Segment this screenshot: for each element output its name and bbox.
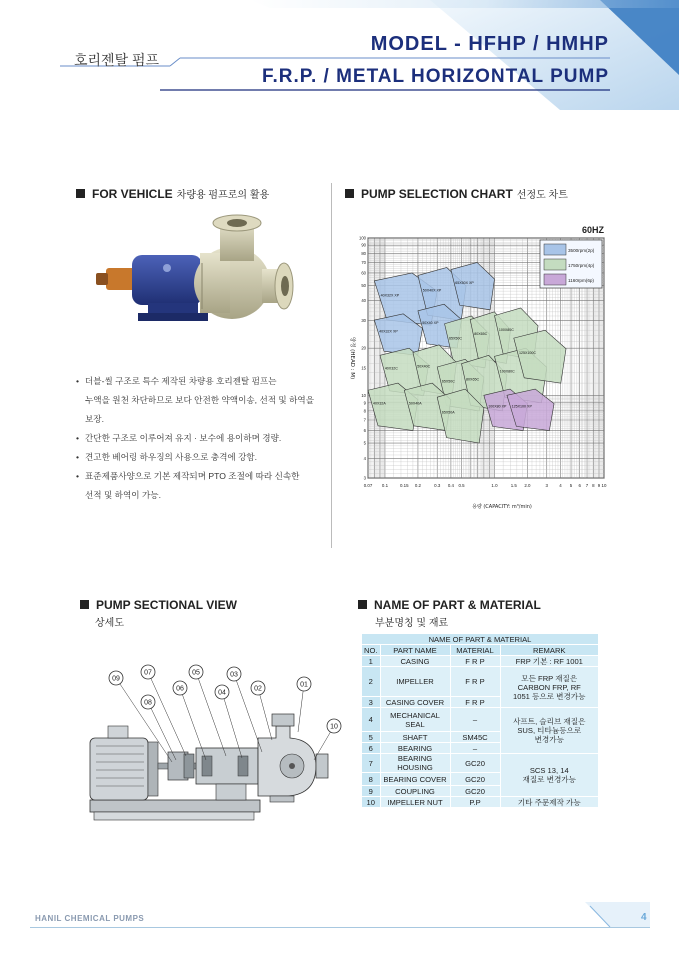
cell-material: SM45C <box>450 732 500 743</box>
legend-entry: 3500rpm(2p) <box>568 248 595 253</box>
legend-swatch <box>544 259 566 270</box>
y-tick-label: 6 <box>363 428 366 434</box>
frequency-label: 60HZ <box>581 225 604 235</box>
x-tick-label: 1.5 <box>510 483 517 488</box>
cell-part-name: CASING <box>380 656 450 667</box>
region-label: 65X50C <box>449 336 463 341</box>
x-tick-label: 1.0 <box>491 483 498 488</box>
cell-part-name: IMPELLER NUT <box>380 797 450 808</box>
x-tick-label: 0.07 <box>363 483 373 488</box>
square-bullet-icon <box>80 600 89 609</box>
x-tick-label: 0.2 <box>414 483 421 488</box>
footer-line <box>30 927 650 928</box>
y-tick-label: 20 <box>361 345 366 351</box>
cell-part-name: COUPLING <box>380 786 450 797</box>
x-tick-label: 6 <box>578 483 581 488</box>
region-label: 65X50A <box>441 410 455 415</box>
footer-company: HANIL CHEMICAL PUMPS <box>35 914 145 923</box>
cell-material: GC20 <box>450 773 500 786</box>
selection-title-kor: 선정도 차트 <box>516 190 568 201</box>
region-label: 125X100C <box>518 351 536 356</box>
header-no: NO. <box>362 645 381 656</box>
y-tick-label: 100 <box>359 235 366 241</box>
y-axis-label: 양정 (HEAD : M) <box>349 336 355 380</box>
region-label: 65X50X XP <box>455 280 474 285</box>
region-label: 80X65C <box>466 377 480 382</box>
y-tick-label: 60 <box>361 270 366 276</box>
region-label: 100X80C <box>499 369 515 374</box>
header-material: MATERIAL <box>450 645 500 656</box>
y-tick-label: 50 <box>361 282 366 288</box>
callout-number: 10 <box>330 723 338 731</box>
cell-remark: 모든 FRP 재질은 CARBON FRP, RF 1051 등으로 변경가능 <box>500 667 598 708</box>
callout-number: 06 <box>176 685 184 693</box>
region-label: 40X32C <box>384 366 398 371</box>
legend-entry: 1750rpm(4p) <box>568 263 595 268</box>
table-row <box>362 667 599 697</box>
region-label: 100X80C <box>498 328 514 333</box>
y-tick-label: 3 <box>363 475 366 481</box>
cell-no: 4 <box>362 708 381 732</box>
product-subtitle: F.R.P. / METAL HORIZONTAL PUMP <box>261 66 609 87</box>
callout-number: 08 <box>144 699 152 707</box>
header-part-name: PART NAME <box>380 645 450 656</box>
parts-table <box>361 633 599 808</box>
sectional-title-kor: 상세도 <box>95 618 124 629</box>
cell-part-name: MECHANICAL SEAL <box>380 708 450 732</box>
cell-remark: FRP 기본 : RF 1001 <box>500 656 598 667</box>
cell-material: GC20 <box>450 786 500 797</box>
callout-number: 05 <box>192 669 200 677</box>
y-tick-label: 8 <box>363 408 366 414</box>
x-tick-label: 5 <box>569 483 573 488</box>
table-row <box>362 797 599 808</box>
square-bullet-icon <box>345 189 354 198</box>
feature-line: • 표준제품사양으로 기본 제작되며 PTO 조절에 따라 신속한 <box>76 467 326 486</box>
vehicle-feature-list <box>76 372 326 505</box>
y-tick-label: 9 <box>363 400 366 406</box>
region-label: 40X32X XP <box>379 329 398 334</box>
cell-material: F R P <box>450 697 500 708</box>
cell-no: 3 <box>362 697 381 708</box>
sectional-title-text: PUMP SECTIONAL VIEW <box>96 598 237 612</box>
table-row <box>362 708 599 732</box>
category-label: 호리젠탈 펌프 <box>74 52 160 68</box>
x-tick-label: 7 <box>585 483 589 488</box>
x-tick-label: 0.3 <box>434 483 441 488</box>
cell-material: F R P <box>450 667 500 697</box>
region-label: 40X32X XP <box>380 293 400 298</box>
parts-section-title <box>358 598 541 612</box>
legend-swatch <box>544 274 566 285</box>
column-divider <box>331 183 332 548</box>
region-label: 50X40 XP <box>422 320 439 325</box>
vehicle-title-text: FOR VEHICLE <box>92 187 173 201</box>
x-tick-label: 0.4 <box>447 483 454 488</box>
legend-swatch <box>544 244 566 255</box>
callout-number: 07 <box>144 669 152 677</box>
cell-part-name: SHAFT <box>380 732 450 743</box>
cell-material: P.P <box>450 797 500 808</box>
region-label: 50X40C <box>417 364 431 369</box>
cell-material: GC20 <box>450 754 500 773</box>
selection-title-text: PUMP SELECTION CHART <box>361 187 513 201</box>
x-axis-label: 용량 (CAPACITY: m³/min) <box>472 504 532 510</box>
cell-no: 7 <box>362 754 381 773</box>
cell-part-name: BEARING COVER <box>380 773 450 786</box>
legend-entry: 1160rpm(6p) <box>568 278 594 283</box>
x-tick-label: 9 <box>597 483 601 488</box>
parts-table-title: NAME OF PART & MATERIAL <box>362 634 599 645</box>
cell-remark: SCS 13, 14 재질로 변경가능 <box>500 754 598 797</box>
cell-no: 10 <box>362 797 381 808</box>
x-tick-label: 4 <box>559 483 562 488</box>
cell-remark: 사프트, 슬리브 재질은 SUS, 티타늄등으로 변경가능 <box>500 708 598 754</box>
y-tick-label: 90 <box>361 242 366 248</box>
parts-title-kor: 부분명칭 및 재료 <box>375 618 449 629</box>
vehicle-section-title <box>76 186 269 201</box>
cell-no: 2 <box>362 667 381 697</box>
y-tick-label: 80 <box>361 250 366 256</box>
cell-part-name: BEARING HOUSING <box>380 754 450 773</box>
cell-material: – <box>450 708 500 732</box>
region-label: 40X32A <box>372 401 386 406</box>
cell-no: 5 <box>362 732 381 743</box>
pump-selection-chart <box>349 222 622 522</box>
y-tick-label: 30 <box>361 317 366 323</box>
region-label: 65X50C <box>441 379 455 384</box>
x-tick-label: 2.0 <box>524 483 531 488</box>
cell-material: F R P <box>450 656 500 667</box>
y-tick-label: 15 <box>361 365 366 371</box>
square-bullet-icon <box>358 600 367 609</box>
feature-line: • 간단한 구조로 이루어져 유지 · 보수에 용이하며 경량. <box>76 429 326 448</box>
feature-line: 선적 및 하역이 가능. <box>85 490 161 500</box>
cell-part-name: CASING COVER <box>380 697 450 708</box>
feature-line: • 더블-씰 구조로 특수 제작된 차량용 호리젠탈 펌프는 <box>76 372 326 391</box>
cell-remark: 기타 주문제작 가능 <box>500 797 598 808</box>
feature-line: 보장. <box>85 414 104 424</box>
y-tick-label: 4 <box>363 455 366 461</box>
square-bullet-icon <box>76 189 85 198</box>
callout-number: 03 <box>230 671 238 679</box>
callout-leader <box>258 688 272 740</box>
page-number: 4 <box>641 912 647 923</box>
cell-material: – <box>450 743 500 754</box>
y-tick-label: 7 <box>363 417 366 423</box>
x-tick-label: 8 <box>592 483 595 488</box>
cell-no: 8 <box>362 773 381 786</box>
table-row <box>362 656 599 667</box>
header-remark: REMARK <box>500 645 598 656</box>
region-label: 50X40A <box>408 401 422 406</box>
region-label: 125X100 XP <box>511 404 532 409</box>
model-title: MODEL - HFHP / HMHP <box>370 33 609 55</box>
vehicle-title-kor: 차량용 펌프로의 활용 <box>176 190 270 201</box>
y-tick-label: 70 <box>361 259 366 265</box>
x-tick-label: 3 <box>545 483 548 488</box>
feature-line: 누액을 원천 차단하므로 보다 안전한 약액이송, 선적 및 하역을 <box>85 395 315 405</box>
callout-number: 09 <box>112 675 120 683</box>
cell-no: 9 <box>362 786 381 797</box>
region-label: 50X40X XP <box>422 288 442 293</box>
x-tick-label: 10 <box>601 483 607 488</box>
callout-number: 02 <box>254 685 262 693</box>
vehicle-pump-image <box>92 213 302 343</box>
x-tick-label: 0.1 <box>381 483 389 488</box>
cell-part-name: BEARING <box>380 743 450 754</box>
cell-no: 6 <box>362 743 381 754</box>
x-tick-label: 0.15 <box>399 483 409 488</box>
pump-sectional-drawing <box>76 660 356 840</box>
cell-no: 1 <box>362 656 381 667</box>
sectional-section-title <box>80 598 237 612</box>
callout-leader <box>180 688 206 760</box>
region-label: 100X80 XP <box>488 404 507 409</box>
callout-number: 01 <box>300 681 308 689</box>
selection-section-title <box>345 186 568 201</box>
feature-line: • 견고한 베어링 하우징의 사용으로 충격에 강함. <box>76 448 326 467</box>
cell-part-name: IMPELLER <box>380 667 450 697</box>
y-tick-label: 40 <box>361 298 366 304</box>
callout-leader <box>196 672 226 756</box>
callout-number: 04 <box>218 689 226 697</box>
region-label: 80X65C <box>474 332 488 337</box>
parts-title-text: NAME OF PART & MATERIAL <box>374 598 541 612</box>
y-tick-label: 10 <box>361 393 366 399</box>
y-tick-label: 5 <box>363 440 366 446</box>
x-tick-label: 0.5 <box>458 483 465 488</box>
table-row <box>362 754 599 773</box>
